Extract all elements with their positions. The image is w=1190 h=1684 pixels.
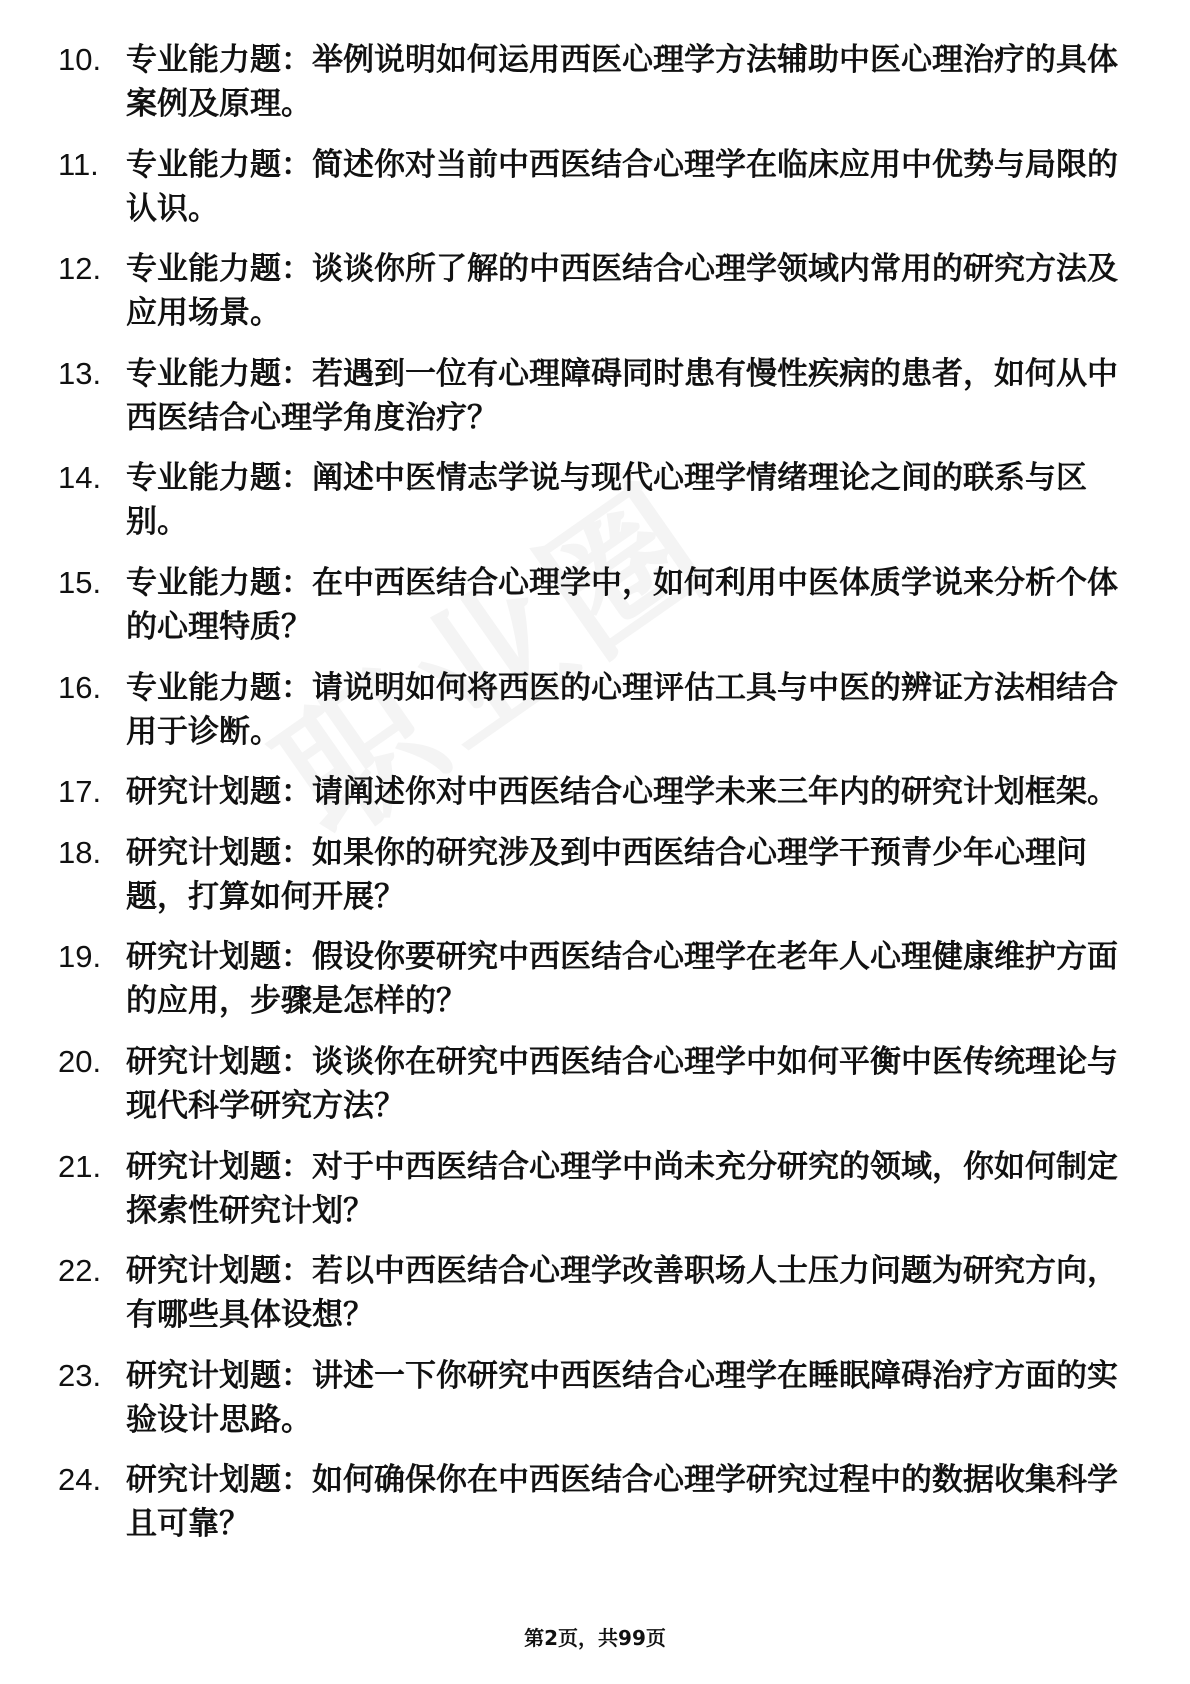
item-text: 专业能力题：请说明如何将西医的心理评估工具与中医的辨证方法相结合用于诊断。 [126, 669, 1118, 750]
item-text: 研究计划题：若以中西医结合心理学改善职场人士压力问题为研究方向，有哪些具体设想？ [126, 1253, 1118, 1334]
item-text: 研究计划题：讲述一下你研究中西医结合心理学在睡眠障碍治疗方面的实验设计思路。 [126, 1357, 1118, 1438]
list-item [58, 38, 1118, 126]
item-text: 专业能力题：举例说明如何运用西医心理学方法辅助中医心理治疗的具体案例及原理。 [126, 42, 1118, 122]
item-number: 21. [58, 1148, 102, 1184]
item-number: 22. [58, 1253, 102, 1289]
list-item [58, 831, 1118, 919]
list-item [58, 666, 1118, 754]
list-item [58, 935, 1118, 1023]
list-item [58, 143, 1118, 231]
list-item [58, 247, 1118, 335]
item-text: 研究计划题：如果你的研究涉及到中西医结合心理学干预青少年心理问题，打算如何开展？ [126, 834, 1087, 915]
list-item [58, 770, 1118, 814]
item-text: 研究计划题：假设你要研究中西医结合心理学在老年人心理健康维护方面的应用，步骤是怎样的？ [126, 939, 1118, 1020]
item-number: 14. [58, 460, 102, 496]
item-text: 专业能力题：谈谈你所了解的中西医结合心理学领域内常用的研究方法及应用场景。 [126, 251, 1118, 332]
item-number: 20. [58, 1043, 102, 1079]
item-text: 专业能力题：阐述中医情志学说与现代心理学情绪理论之间的联系与区别。 [126, 460, 1087, 541]
item-text: 专业能力题：在中西医结合心理学中，如何利用中医体质学说来分析个体的心理特质？ [126, 564, 1118, 645]
item-number: 17. [58, 774, 102, 810]
list-item [58, 456, 1118, 544]
list-item [58, 1458, 1118, 1546]
item-text: 研究计划题：请阐述你对中西医结合心理学未来三年内的研究计划框架。 [126, 774, 1118, 811]
item-number: 24. [58, 1462, 102, 1498]
item-number: 10. [58, 42, 102, 77]
item-text: 专业能力题：简述你对当前中西医结合心理学在临床应用中优势与局限的认识。 [126, 146, 1118, 227]
item-text: 研究计划题：谈谈你在研究中西医结合心理学中如何平衡中医传统理论与现代科学研究方法？ [126, 1043, 1118, 1124]
list-item [58, 1249, 1118, 1337]
list-item [58, 1145, 1118, 1233]
item-number: 18. [58, 834, 102, 870]
item-text: 专业能力题：若遇到一位有心理障碍同时患有慢性疾病的患者，如何从中西医结合心理学角度治疗？ [126, 355, 1118, 436]
item-number: 19. [58, 939, 102, 975]
item-number: 13. [58, 355, 102, 391]
list-item [58, 352, 1118, 440]
item-text: 研究计划题：如何确保你在中西医结合心理学研究过程中的数据收集科学且可靠？ [126, 1462, 1118, 1543]
item-number: 23. [58, 1357, 102, 1393]
item-number: 15. [58, 564, 102, 600]
list-item [58, 561, 1118, 649]
item-number: 12. [58, 251, 102, 287]
list-item [58, 1040, 1118, 1128]
item-text: 研究计划题：对于中西医结合心理学中尚未充分研究的领域，你如何制定探索性研究计划？ [126, 1148, 1118, 1229]
question-list [58, 38, 1118, 1563]
list-item [58, 1354, 1118, 1442]
item-number: 16. [58, 669, 102, 705]
item-number: 11. [58, 146, 99, 182]
page-number-footer: 第2页，共99页 [524, 1626, 666, 1650]
